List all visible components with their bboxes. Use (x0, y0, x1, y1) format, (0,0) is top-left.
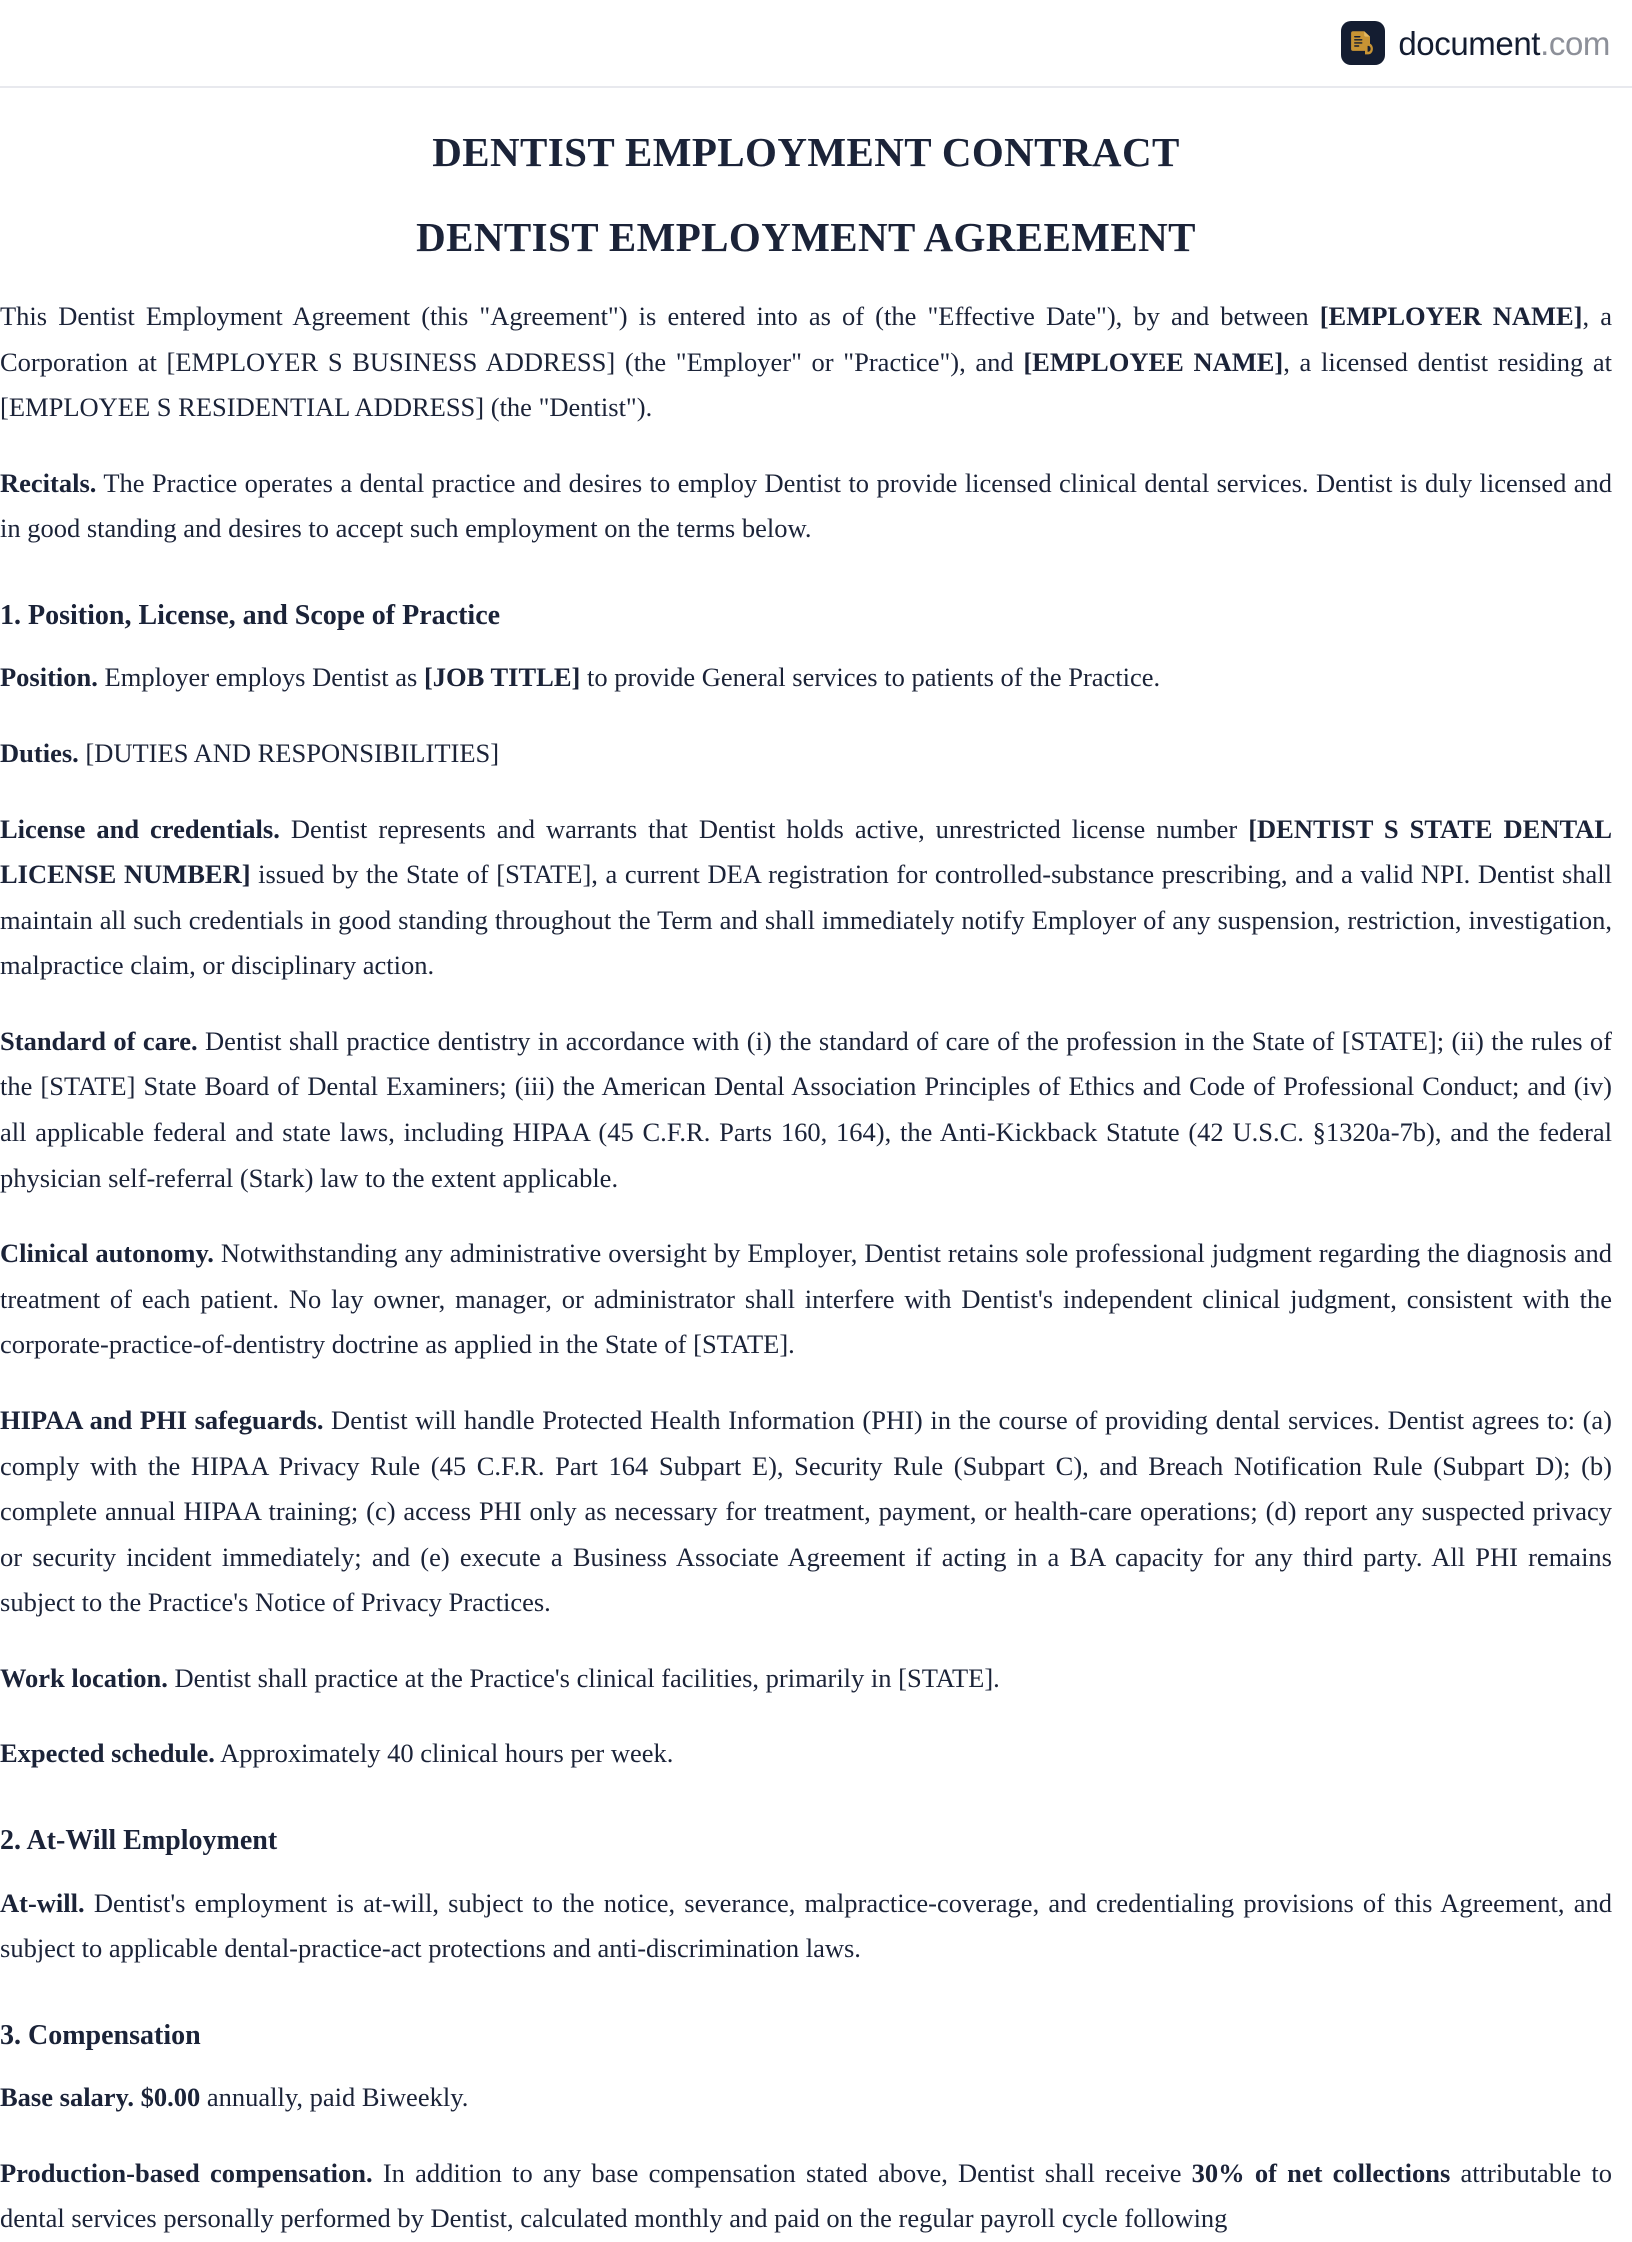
document-title: DENTIST EMPLOYMENT CONTRACT (432, 129, 1180, 175)
position-text-1: Employer employs Dentist as (97, 662, 424, 693)
base-salary-amount: $0.00 (140, 2082, 201, 2113)
license-paragraph (0, 807, 1612, 989)
section-heading-1: 1. Position, License, and Scope of Practice (0, 599, 501, 631)
base-salary-label: Base salary. (0, 2082, 134, 2113)
brand-logo[interactable] (1341, 21, 1610, 65)
standard-of-care-paragraph (0, 1019, 1612, 1201)
clinical-autonomy-label: Clinical autonomy. (0, 1238, 214, 1269)
production-text-1: In addition to any base compensation stated above, Dentist shall receive (372, 2157, 1192, 2188)
expected-schedule-text: Approximately 40 clinical hours per week. (214, 1738, 674, 1769)
expected-schedule-paragraph (0, 1731, 1612, 1777)
production-compensation-label: Production-based compensation. (0, 2157, 373, 2188)
document-subtitle: DENTIST EMPLOYMENT AGREEMENT (416, 214, 1196, 261)
document-logo-icon (1341, 21, 1385, 65)
contract-document (0, 126, 1612, 2242)
clinical-autonomy-paragraph (0, 1231, 1612, 1368)
hipaa-text: Dentist will handle Protected Health Information (PHI) in the course of providing dental services. Dentist agrees to: (a) comply with the HIPAA Privacy Rule (45 C.F.R. Part 164 Subpart E), Security Rule (Subpart C), and Breach Notification Rule (Subpart D); (b) complete annual HIPAA training; (c) access PHI only as necessary for treatment, payment, or health-care operations; (d) report any suspected privacy or security incident immediately; and (e) execute a Business Associate Agreement if acting in a BA capacity for any third party. All PHI remains subject to the Practice's Notice of Privacy Practices. (0, 1404, 1613, 1618)
section-heading-2: 2. At-Will Employment (0, 1824, 278, 1856)
production-text-2: attributable to dental services personally performed by Dentist, calculated monthly and paid on the regular payroll cycle following (0, 2157, 1612, 2234)
work-location-paragraph (0, 1656, 1612, 1702)
hipaa-paragraph (0, 1398, 1612, 1626)
base-salary-text: annually, paid Biweekly. (200, 2082, 469, 2113)
job-title-placeholder: [JOB TITLE] (423, 662, 581, 693)
section-heading-3: 3. Compensation (0, 2019, 201, 2051)
base-salary-paragraph (0, 2075, 1612, 2121)
intro-text-1: This Dentist Employment Agreement (this "Agreement") is entered into as of (the "Effective Date"), by and between (0, 300, 1320, 331)
position-paragraph (0, 655, 1612, 701)
clinical-autonomy-text: Notwithstanding any administrative oversight by Employer, Dentist retains sole professional judgment regarding the diagnosis and treatment of each patient. No lay owner, manager, or administrator shall interfere with Dentist's independent clinical judgment, consistent with the corporate-practice-of-dentistry doctrine as applied in the State of [STATE]. (0, 1238, 1612, 1360)
work-location-label: Work location. (0, 1662, 168, 1693)
site-header (0, 0, 1632, 88)
intro-paragraph (0, 294, 1612, 431)
recitals-label: Recitals. (0, 467, 97, 498)
employer-name-placeholder: [EMPLOYER NAME] (1319, 300, 1583, 331)
at-will-paragraph (0, 1881, 1612, 1972)
recitals-paragraph (0, 461, 1612, 552)
production-compensation-paragraph (0, 2151, 1612, 2242)
brand-wordmark (1398, 24, 1610, 62)
at-will-text: Dentist's employment is at-will, subject to the notice, severance, malpractice-coverage, and credentialing provisions of this Agreement, and subject to applicable dental-practice-act protections and anti-discrimination laws. (0, 1887, 1612, 1964)
employee-name-placeholder: [EMPLOYEE NAME] (1023, 346, 1284, 377)
intro-text-3: , a licensed dentist residing at [EMPLOYEE S RESIDENTIAL ADDRESS] (the "Dentist"). (0, 346, 1612, 423)
duties-paragraph (0, 731, 1612, 777)
document-page (0, 126, 1632, 2242)
hipaa-label: HIPAA and PHI safeguards. (0, 1404, 324, 1435)
work-location-text: Dentist shall practice at the Practice's clinical facilities, primarily in [STATE]. (167, 1662, 1000, 1693)
license-text-2: issued by the State of [STATE], a current DEA registration for controlled-substance prescribing, and a valid NPI. Dentist shall maintain all such credentials in good standing throughout the Term and shall immediately notify Employer of any suspension, restriction, investigation, malpractice claim, or disciplinary action. (0, 859, 1613, 981)
brand-tld: .com (1540, 24, 1610, 62)
recitals-text: The Practice operates a dental practice and desires to employ Dentist to provide licensed clinical dental services. Dentist is duly licensed and in good standing and desires to accept such employment on the terms below. (0, 467, 1612, 544)
expected-schedule-label: Expected schedule. (0, 1738, 215, 1769)
intro-text-2: , a Corporation at [EMPLOYER S BUSINESS ADDRESS] (the "Employer" or "Practice"), and (0, 300, 1612, 377)
standard-of-care-text: Dentist shall practice dentistry in accordance with (i) the standard of care of the profession in the State of [STATE]; (ii) the rules of the [STATE] State Board of Dental Examiners; (iii) the American Dental Association Principles of Ethics and Code of Professional Conduct; and (iv) all applicable federal and state laws, including HIPAA (45 C.F.R. Parts 160, 164), the Anti-Kickback Statute (42 U.S.C. §1320a-7b), and the federal physician self-referral (Stark) law to the extent applicable. (0, 1025, 1612, 1193)
standard-of-care-label: Standard of care. (0, 1025, 198, 1056)
license-label: License and credentials. (0, 813, 280, 844)
duties-text: [DUTIES AND RESPONSIBILITIES] (78, 738, 500, 768)
position-label: Position. (0, 662, 98, 693)
duties-label: Duties. (0, 738, 79, 768)
license-text-1: Dentist represents and warrants that Dentist holds active, unrestricted license number (279, 813, 1249, 844)
brand-name: document (1398, 24, 1541, 62)
license-number-placeholder: [DENTIST S STATE DENTAL LICENSE NUMBER] (0, 813, 1612, 890)
production-percentage: 30% of net collections (1191, 2157, 1451, 2188)
at-will-label: At-will. (0, 1887, 85, 1918)
position-text-2: to provide General services to patients of the Practice. (580, 662, 1161, 693)
